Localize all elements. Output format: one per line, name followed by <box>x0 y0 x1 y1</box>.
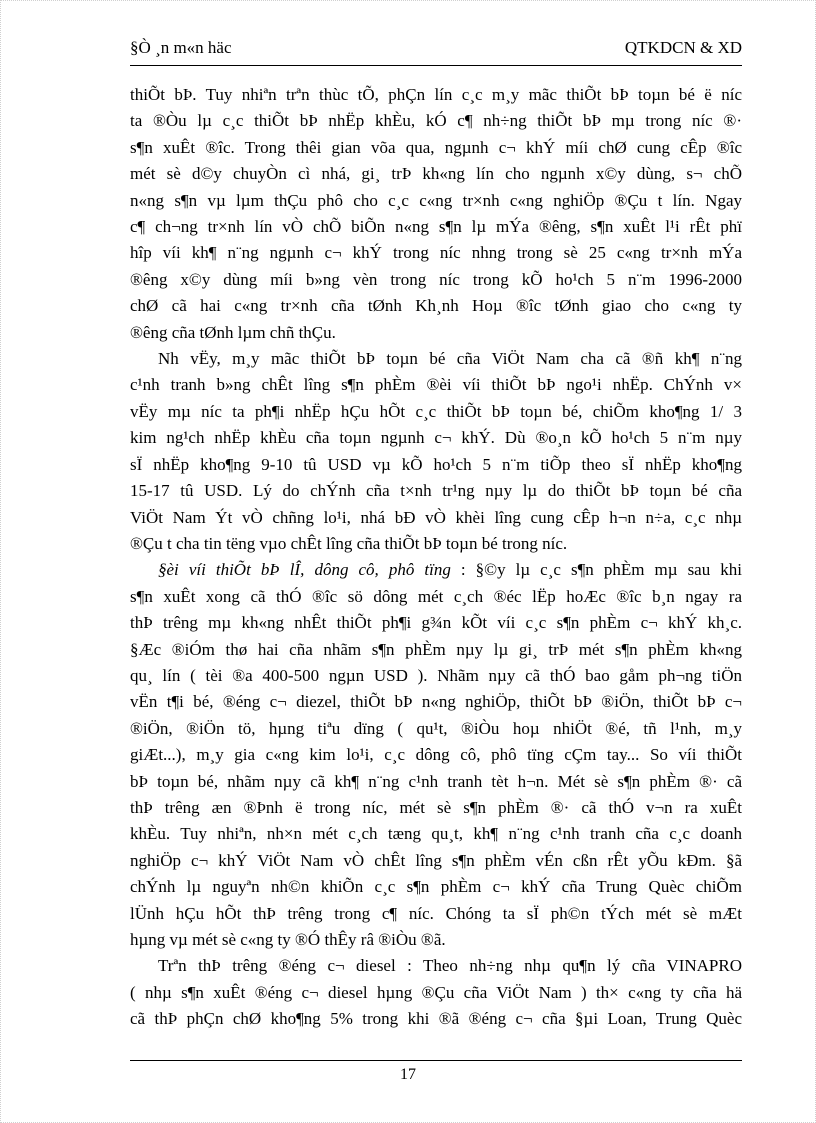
text-line: thÞ trêng mµ kh«ng nhÊt thiÕt ph¶i g¾n kÕt víi c¸c s¶n phÈm c¬ khÝ kh¸c. <box>130 613 742 633</box>
text-line: ta ®Òu lµ c¸c thiÕt bÞ nhËp khÈu, kÓ c¶ nh÷ng thiÕt bÞ mµ trong níc ®· <box>130 111 742 131</box>
text-line: chÝnh lµ nguyªn nh©n khiÕn c¸c s¶n phÈm c¬ khÝ cña Trung Quèc chiÕm <box>130 877 742 897</box>
text-line: chØ cã hai c«ng tr×nh cña tØnh Kh¸nh Hoµ ®îc tØnh giao cho c«ng ty <box>130 296 742 316</box>
text-line: cã thÞ phÇn chØ kho¶ng 5% trong khi ®ã ®éng c¬ cña §µi Loan, Trung Quèc <box>130 1009 742 1029</box>
text-line: ViÖt Nam Ýt vÒ chñng lo¹i, nhá bÐ vÒ khèi lîng cung cÊp h¬n n÷a, c¸c nhµ <box>130 507 742 527</box>
text-line: ( nhµ s¶n xuÊt ®éng c¬ diesel hµng ®Çu cña ViÖt Nam ) th× c«ng ty cña hä <box>130 982 742 1002</box>
paragraph-1 <box>130 82 742 346</box>
page-header <box>130 38 742 64</box>
text-line: kim ng¹ch nhËp khÈu cña toµn ngµnh c¬ khÝ. Dù ®o¸n kÕ ho¹ch 5 n¨m nµy <box>130 428 742 448</box>
text-line: thÞ trêng æn ®Þnh ë trong níc, mét sè s¶n phÈm ®· cã thÓ v¬n ra xuÊt <box>130 797 742 817</box>
header-rule <box>130 65 742 66</box>
text-line: mét sè d©y chuyÒn cì nhá, gi¸ trÞ kh«ng lín cho ngµnh x©y dùng, s¬ chÕ <box>130 164 742 184</box>
text-line: n«ng s¶n vµ lµm thÇu phô cho c¸c c«ng tr×nh c«ng nghiÖp ®Çu t lín. Ngay <box>130 190 742 210</box>
text-line: bÞ toµn bé, nhãm nµy cã kh¶ n¨ng c¹nh tranh tèt h¬n. Mét sè s¶n phÈm ®· cã <box>130 771 742 791</box>
header-right-title: QTKDCN & XD <box>624 38 742 57</box>
paragraph-2 <box>130 346 742 557</box>
footer-rule <box>130 1060 742 1061</box>
paragraph-3 <box>130 557 742 953</box>
text-line: hîp víi kh¶ n¨ng ngµnh c¬ khÝ trong níc nhng trong sè 25 c«ng tr×nh mÝa <box>130 243 742 263</box>
text-line-rest: : §©y lµ c¸c s¶n phÈm mµ sau khi <box>450 560 742 580</box>
header-left-title: §Ò ¸n m«n häc <box>130 38 232 57</box>
text-line: nghiÖp c¬ khÝ ViÖt Nam vÒ chÊt lîng s¶n phÈm vÉn cßn rÊt yÕu kÐm. §ã <box>130 850 742 870</box>
text-line: c¶ ch¬ng tr×nh lín vÒ chÕ biÕn n«ng s¶n lµ mÝa ®êng, s¶n xuÊt l¹i rÊt phï <box>130 217 742 237</box>
text-line: ®iÖn, ®iÖn tö, hµng tiªu dïng ( qu¹t, ®iÒu hoµ nhiÖt ®é, tñ l¹nh, m¸y <box>130 718 742 738</box>
text-line: khÈu. Tuy nhiªn, nh×n mét c¸ch tæng qu¸t, kh¶ n¨ng c¹nh tranh cña c¸c doanh <box>130 824 742 844</box>
paragraph-4 <box>130 953 742 1032</box>
text-line: ®êng cña tØnh lµm chñ thÇu. <box>130 322 336 342</box>
text-line: Trªn thÞ trêng ®éng c¬ diesel : Theo nh÷ng nhµ qu¶n lý cña VINAPRO <box>158 956 742 976</box>
text-line: ®êng x©y dùng míi b»ng vèn trong níc trong kÕ ho¹ch 5 n¨m 1996-2000 <box>130 269 742 289</box>
text-line: qu¸ lín ( tèi ®a 400-500 ngµn USD ). Nhãm nµy cã thÓ bao gåm ph¬ng tiÖn <box>130 665 742 685</box>
text-line: vËy mµ níc ta ph¶i nhËp hÇu hÕt c¸c thiÕt bÞ toµn bé, chiÕm kho¶ng 1/ 3 <box>130 401 742 421</box>
text-line: vËn t¶i bé, ®éng c¬ diezel, thiÕt bÞ n«ng nghiÖp, thiÕt bÞ ®iÖn, thiÕt bÞ c¬ <box>130 692 742 712</box>
text-line: hµng vµ mét sè c«ng ty ®Ó thÊy râ ®iÒu ®ã. <box>130 930 446 949</box>
text-line: s¶n xuÊt ®îc. Trong thêi gian võa qua, ngµnh c¬ khÝ míi chØ cung cÊp ®îc <box>130 137 742 157</box>
text-line: giÆt...), m¸y gia c«ng kim lo¹i, c¸c dông cô, phô tïng cÇm tay... So víi thiÕt <box>130 745 742 765</box>
text-line: lÜnh hÇu hÕt thÞ trêng trong c¶ níc. Chóng ta sÏ ph©n tÝch mét sè mÆt <box>130 903 742 923</box>
text-line <box>130 557 742 583</box>
body-text <box>130 82 742 1033</box>
page-number: 17 <box>400 1066 416 1083</box>
text-line: Nh vËy, m¸y mãc thiÕt bÞ toµn bé cña ViÖt Nam cha cã ®ñ kh¶ n¨ng <box>158 349 742 369</box>
text-line: §Æc ®iÓm thø hai cña nhãm s¶n phÈm nµy lµ gi¸ trÞ mét s¶n phÈm kh«ng <box>130 639 742 659</box>
italic-lead: §èi víi thiÕt bÞ lÎ, dông cô, phô tïng <box>158 560 451 580</box>
text-line: c¹nh tranh b»ng chÊt lîng s¶n phÈm ®èi víi thiÕt bÞ ngo¹i nhËp. ChÝnh v× <box>130 375 742 395</box>
text-line: sÏ nhËp kho¶ng 9-10 tû USD vµ kÕ ho¹ch 5 n¨m tiÕp theo sÏ nhËp kho¶ng <box>130 454 742 474</box>
text-line: 15-17 tû USD. Lý do chÝnh cña t×nh tr¹ng nµy lµ do thiÕt bÞ toµn bé cña <box>130 481 742 501</box>
text-line: thiÕt bÞ. Tuy nhiªn trªn thùc tÕ, phÇn lín c¸c m¸y mãc thiÕt bÞ toµn bé ë níc <box>130 85 742 104</box>
text-line: s¶n xuÊt xong cã thÓ ®îc sö dông mét c¸ch ®éc lËp hoÆc ®îc b¸n ngay ra <box>130 586 742 606</box>
text-line: ®Çu t cha tin tëng vµo chÊt lîng cña thiÕt bÞ toµn bé trong níc. <box>130 533 568 553</box>
